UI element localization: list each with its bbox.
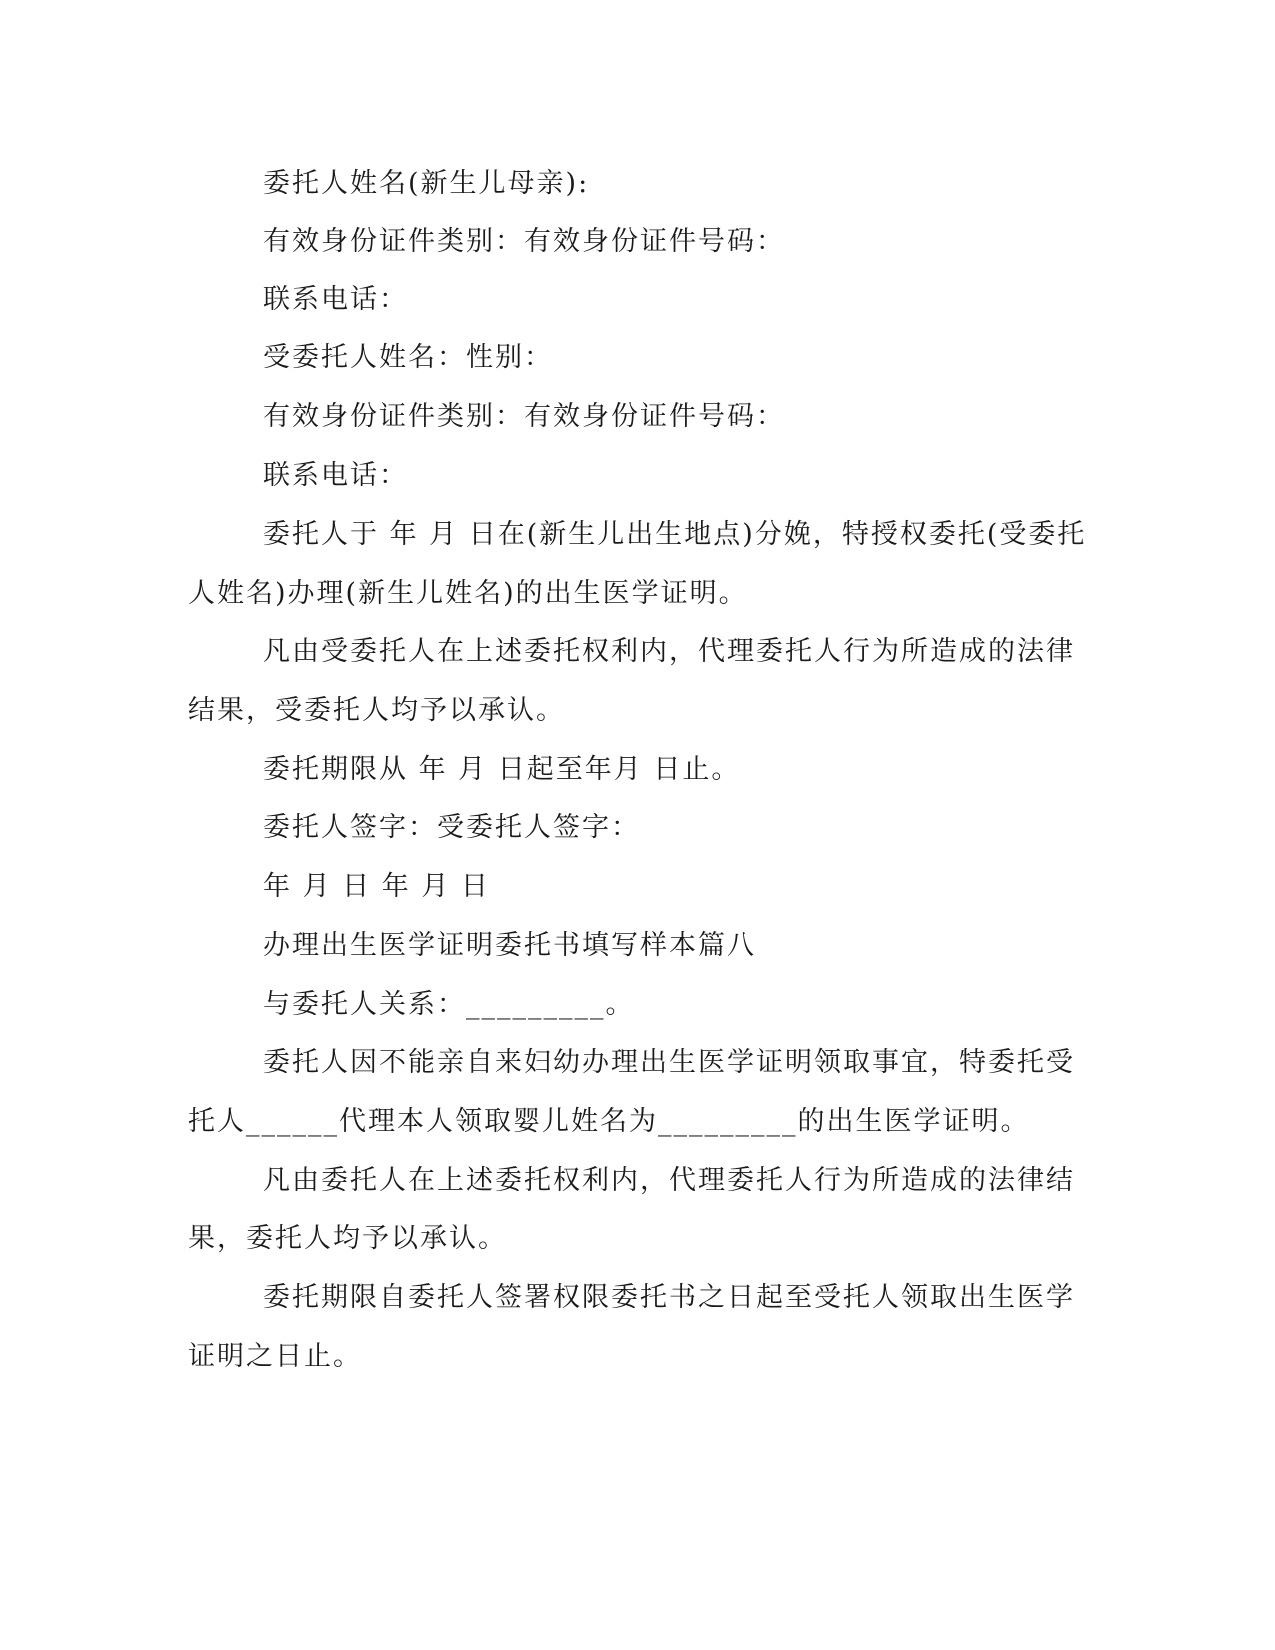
relationship-line: 与委托人关系：_________。 bbox=[263, 989, 635, 1020]
mother-name-line: 委托人姓名(新生儿母亲): bbox=[263, 168, 590, 199]
agent-name-line: 受委托人姓名：性别： bbox=[263, 342, 553, 373]
legal-paragraph-line2: 结果，受委托人均予以承认。 bbox=[188, 695, 565, 726]
delegation-paragraph-line1: 委托人因不能亲自来妇幼办理出生医学证明领取事宜，特委托受 bbox=[263, 1047, 1075, 1078]
section-heading: 办理出生医学证明委托书填写样本篇八 bbox=[263, 930, 756, 961]
term-line: 委托期限从 年 月 日起至年月 日止。 bbox=[263, 754, 741, 785]
agent-id-type-line: 有效身份证件类别：有效身份证件号码： bbox=[263, 401, 785, 432]
phone-line: 联系电话： bbox=[263, 284, 408, 315]
legal-paragraph-line1: 凡由受委托人在上述委托权利内，代理委托人行为所造成的法律 bbox=[263, 636, 1075, 667]
term-paragraph-line2: 证明之日止。 bbox=[188, 1341, 362, 1372]
legal-paragraph2-line2: 果，委托人均予以承认。 bbox=[188, 1223, 507, 1254]
id-type-line: 有效身份证件类别：有效身份证件号码： bbox=[263, 226, 785, 257]
delegation-paragraph-line2: 托人______代理本人领取婴儿姓名为_________的出生医学证明。 bbox=[188, 1106, 1030, 1137]
authorization-paragraph-line2: 人姓名)办理(新生儿姓名)的出生医学证明。 bbox=[188, 578, 748, 609]
legal-paragraph2-line1: 凡由委托人在上述委托权利内，代理委托人行为所造成的法律结 bbox=[263, 1165, 1075, 1196]
term-paragraph-line1: 委托期限自委托人签署权限委托书之日起至受托人领取出生医学 bbox=[263, 1282, 1075, 1313]
authorization-paragraph-line1: 委托人于 年 月 日在(新生儿出生地点)分娩，特授权委托(受委托 bbox=[263, 519, 1087, 550]
agent-phone-line: 联系电话： bbox=[263, 460, 408, 491]
signature-line: 委托人签字：受委托人签字： bbox=[263, 812, 640, 843]
date-line: 年 月 日 年 月 日 bbox=[263, 871, 490, 902]
